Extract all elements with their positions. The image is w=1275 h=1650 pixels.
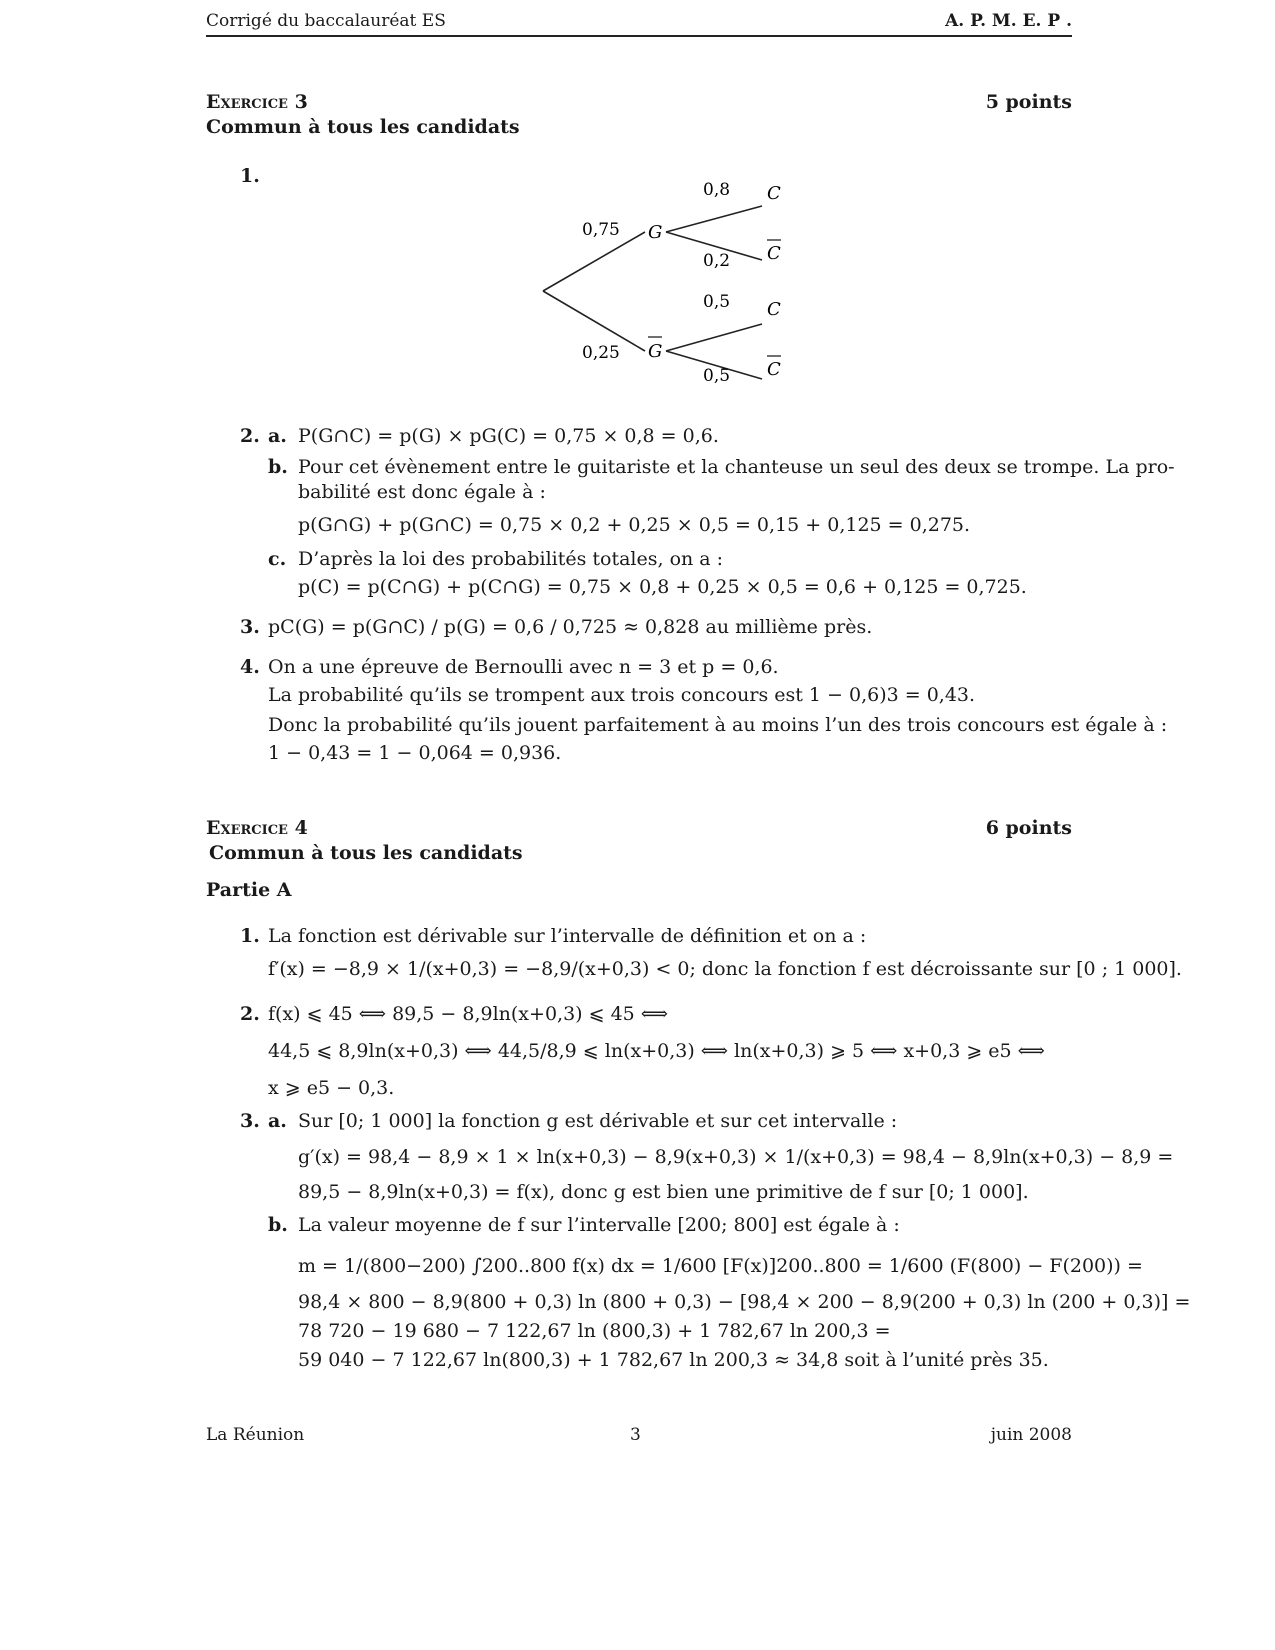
- node-Gbar: G: [648, 341, 663, 362]
- footer-left: La Réunion: [206, 1425, 305, 1445]
- branch-G: [543, 232, 645, 291]
- footer-right: juin 2008: [990, 1425, 1072, 1445]
- partie-a-title: Partie A: [206, 879, 292, 901]
- node-C-bottom: C: [767, 299, 781, 320]
- label-p-Cbar-given-Gbar: 0,5: [703, 366, 731, 386]
- q2c-line2: p(C) = p(C∩G) + p(C∩G) = 0,75 × 0,8 + 0,25 × 0,5 = 0,6 + 0,125 = 0,725.: [298, 576, 1027, 598]
- ex4-q2-line2: 44,5 ⩽ 8,9ln(x+0,3) ⟺ 44,5/8,9 ⩽ ln(x+0,3) ⟺ ln(x+0,3) ⩾ 5 ⟺ x+0,3 ⩾ e5 ⟺: [268, 1040, 1045, 1062]
- branch-G-C: [666, 206, 762, 232]
- ex4-q3b-line2: m = 1/(800−200) ∫200..800 f(x) dx = 1/600 [F(x)]200..800 = 1/600 (F(800) − F(200)) =: [298, 1255, 1143, 1277]
- running-header-left: Corrigé du baccalauréat ES: [206, 11, 446, 31]
- ex4-q1-line1: La fonction est dérivable sur l’intervalle de définition et on a :: [268, 925, 867, 947]
- q2b-line2: babilité est donc égale à :: [298, 481, 546, 503]
- ex4-q1-line2: f′(x) = −8,9 × 1/(x+0,3) = −8,9/(x+0,3) < 0; donc la fonction f est décroissante sur [0 ; 1 000].: [268, 958, 1182, 980]
- ex4-q3a-label: a.: [268, 1110, 287, 1132]
- ex4-q3b-line1: La valeur moyenne de f sur l’intervalle [200; 800] est égale à :: [298, 1214, 900, 1236]
- q4-line2: La probabilité qu’ils se trompent aux trois concours est 1 − 0,6)3 = 0,43.: [268, 684, 976, 706]
- ex4-q3b-line3: 98,4 × 800 − 8,9(800 + 0,3) ln (800 + 0,3) − [98,4 × 200 − 8,9(200 + 0,3) ln (200 + 0,3)] =: [298, 1291, 1191, 1313]
- branch-Gbar-C: [666, 324, 762, 351]
- ex4-q3b-line5: 59 040 − 7 122,67 ln(800,3) + 1 782,67 ln 200,3 ≈ 34,8 soit à l’unité près 35.: [298, 1349, 1049, 1371]
- q2b-line3: p(G∩G) + p(G∩C) = 0,75 × 0,2 + 0,25 × 0,5 = 0,15 + 0,125 = 0,275.: [298, 514, 971, 536]
- running-header-right: A. P. M. E. P .: [945, 11, 1072, 31]
- node-Cbar-bottom: C: [767, 359, 781, 380]
- ex4-q3a-line3: 89,5 − 8,9ln(x+0,3) = f(x), donc g est bien une primitive de f sur [0; 1 000].: [298, 1181, 1029, 1203]
- label-p-G: 0,75: [582, 220, 620, 240]
- exercise3-title: Exercice 3: [206, 91, 308, 113]
- q2b-line1: Pour cet évènement entre le guitariste et la chanteuse un seul des deux se trompe. La pro-: [298, 456, 1175, 478]
- exercise3-audience: Commun à tous les candidats: [206, 116, 520, 138]
- label-p-C-given-Gbar: 0,5: [703, 292, 731, 312]
- probability-tree: [540, 175, 800, 410]
- ex4-q2-line1: f(x) ⩽ 45 ⟺ 89,5 − 8,9ln(x+0,3) ⩽ 45 ⟺: [268, 1003, 669, 1025]
- header-rule: [206, 35, 1072, 37]
- exercise4-points: 6 points: [985, 817, 1072, 839]
- exercise3-points: 5 points: [985, 91, 1072, 113]
- node-Cbar-top: C: [767, 243, 781, 264]
- node-G: G: [648, 222, 663, 243]
- q2c-label: c.: [268, 548, 287, 570]
- label-p-Cbar-given-G: 0,2: [703, 251, 731, 271]
- q3-line: pC(G) = p(G∩C) / p(G) = 0,6 / 0,725 ≈ 0,828 au millième près.: [268, 616, 873, 638]
- ex4-q3b-label: b.: [268, 1214, 288, 1236]
- q2b-label: b.: [268, 456, 288, 478]
- ex4-q3a-line2: g′(x) = 98,4 − 8,9 × 1 × ln(x+0,3) − 8,9(x+0,3) × 1/(x+0,3) = 98,4 − 8,9ln(x+0,3) − 8,9 =: [298, 1146, 1174, 1168]
- q2a-line: P(G∩C) = p(G) × pG(C) = 0,75 × 0,8 = 0,6.: [298, 425, 719, 447]
- ex4-q1-number: 1.: [240, 925, 260, 947]
- ex4-q3a-line1: Sur [0; 1 000] la fonction g est dérivable et sur cet intervalle :: [298, 1110, 898, 1132]
- q3-number: 3.: [240, 616, 260, 638]
- ex4-q2-line3: x ⩾ e5 − 0,3.: [268, 1077, 395, 1099]
- q1-number: 1.: [240, 165, 260, 187]
- q2c-line1: D’après la loi des probabilités totales, on a :: [298, 548, 724, 570]
- page-number: 3: [630, 1425, 641, 1445]
- ex4-q3b-line4: 78 720 − 19 680 − 7 122,67 ln (800,3) + 1 782,67 ln 200,3 =: [298, 1320, 891, 1342]
- q4-line4: 1 − 0,43 = 1 − 0,064 = 0,936.: [268, 742, 562, 764]
- ex4-q3-number: 3.: [240, 1110, 260, 1132]
- exercise4-audience: Commun à tous les candidats: [209, 842, 523, 864]
- q4-line3: Donc la probabilité qu’ils jouent parfaitement à au moins l’un des trois concours est égale à :: [268, 714, 1168, 736]
- node-C-top: C: [767, 183, 781, 204]
- ex4-q2-number: 2.: [240, 1003, 260, 1025]
- label-p-C-given-G: 0,8: [703, 180, 731, 200]
- branch-Gbar: [543, 291, 645, 351]
- q4-line1: On a une épreuve de Bernoulli avec n = 3 et p = 0,6.: [268, 656, 779, 678]
- q2a-label: a.: [268, 425, 287, 447]
- q2-number: 2.: [240, 425, 260, 447]
- exercise4-title: Exercice 4: [206, 817, 308, 839]
- label-p-Gbar: 0,25: [582, 343, 620, 363]
- q4-number: 4.: [240, 656, 260, 678]
